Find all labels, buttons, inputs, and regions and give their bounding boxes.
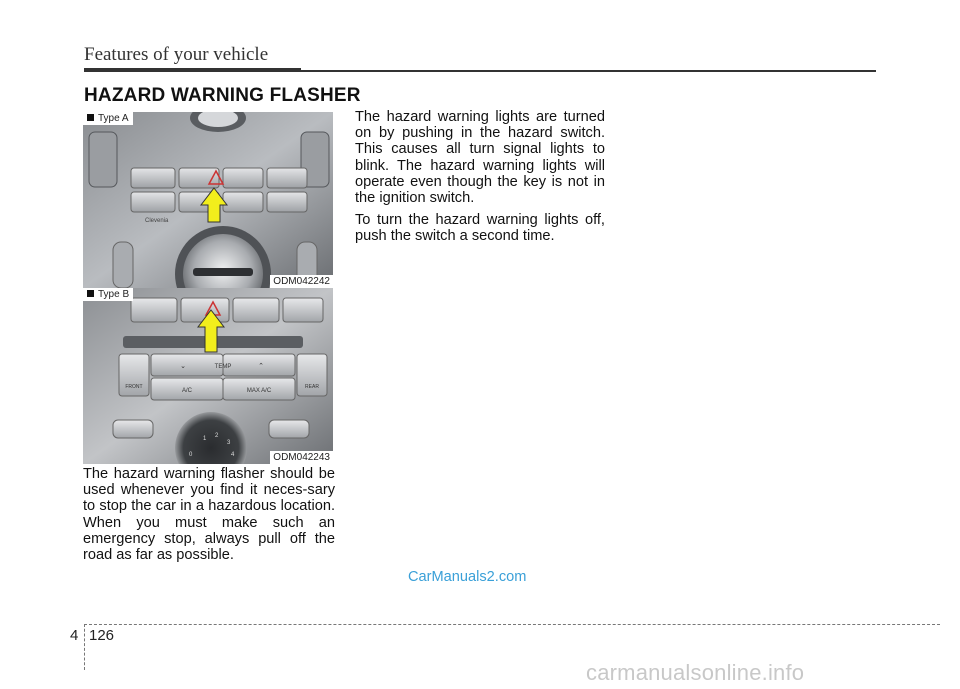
section-title: HAZARD WARNING FLASHER bbox=[84, 85, 361, 106]
figure-type-a bbox=[83, 112, 333, 288]
figure-type-b bbox=[83, 288, 333, 464]
paragraph-left: The hazard warning flasher should be used whenever you find it neces-sary to stop the car in a hazardous location. When you must make such an emergency stop, always pull off the road as far as possible. bbox=[83, 466, 335, 564]
watermark-link[interactable]: CarManuals2.com bbox=[408, 569, 527, 585]
temp-down-icon: ⌄ bbox=[180, 363, 186, 370]
paragraph-right-2: To turn the hazard warning lights off, push the switch a second time. bbox=[355, 212, 605, 245]
dial-digit: 4 bbox=[231, 452, 235, 458]
page-number: 126 bbox=[89, 627, 115, 644]
header-title: Features of your vehicle bbox=[84, 44, 269, 65]
dial-digit: 1 bbox=[203, 436, 207, 442]
ac-label: A/C bbox=[181, 388, 193, 394]
temp-up-icon: ⌃ bbox=[258, 363, 264, 370]
square-bullet-icon bbox=[87, 290, 94, 297]
site-watermark: carmanualsonline.info bbox=[586, 660, 805, 685]
max-ac-label: MAX A/C bbox=[246, 388, 272, 394]
footer-rule bbox=[84, 624, 940, 625]
figure-type-label: Type B bbox=[83, 288, 133, 301]
header-rule-thick bbox=[84, 68, 301, 72]
figure-code: ODM042242 bbox=[270, 275, 333, 288]
figure-code: ODM042243 bbox=[270, 451, 333, 464]
dial-digit: 0 bbox=[189, 452, 193, 458]
dashboard-illustration-type-b bbox=[83, 288, 333, 464]
dashboard-illustration-type-a bbox=[83, 112, 333, 288]
paragraph-right-1: The hazard warning lights are turned on by pushing in the hazard switch. This causes all turn signal lights to blink. The hazard warning lights will operate even though the key is not in the ignition switch. bbox=[355, 109, 605, 207]
dial-digit: 3 bbox=[227, 440, 231, 446]
header-rule-thin bbox=[301, 70, 876, 72]
footer-divider bbox=[84, 624, 85, 670]
brand-badge-text: Clevenia bbox=[145, 218, 169, 224]
rear-defrost-label: REAR bbox=[305, 384, 319, 390]
dial-digit: 2 bbox=[215, 433, 219, 439]
front-defrost-label: FRONT bbox=[125, 384, 143, 390]
temp-label: TEMP bbox=[214, 364, 232, 370]
square-bullet-icon bbox=[87, 114, 94, 121]
chapter-number: 4 bbox=[70, 627, 79, 644]
figure-type-label: Type A bbox=[83, 112, 133, 125]
